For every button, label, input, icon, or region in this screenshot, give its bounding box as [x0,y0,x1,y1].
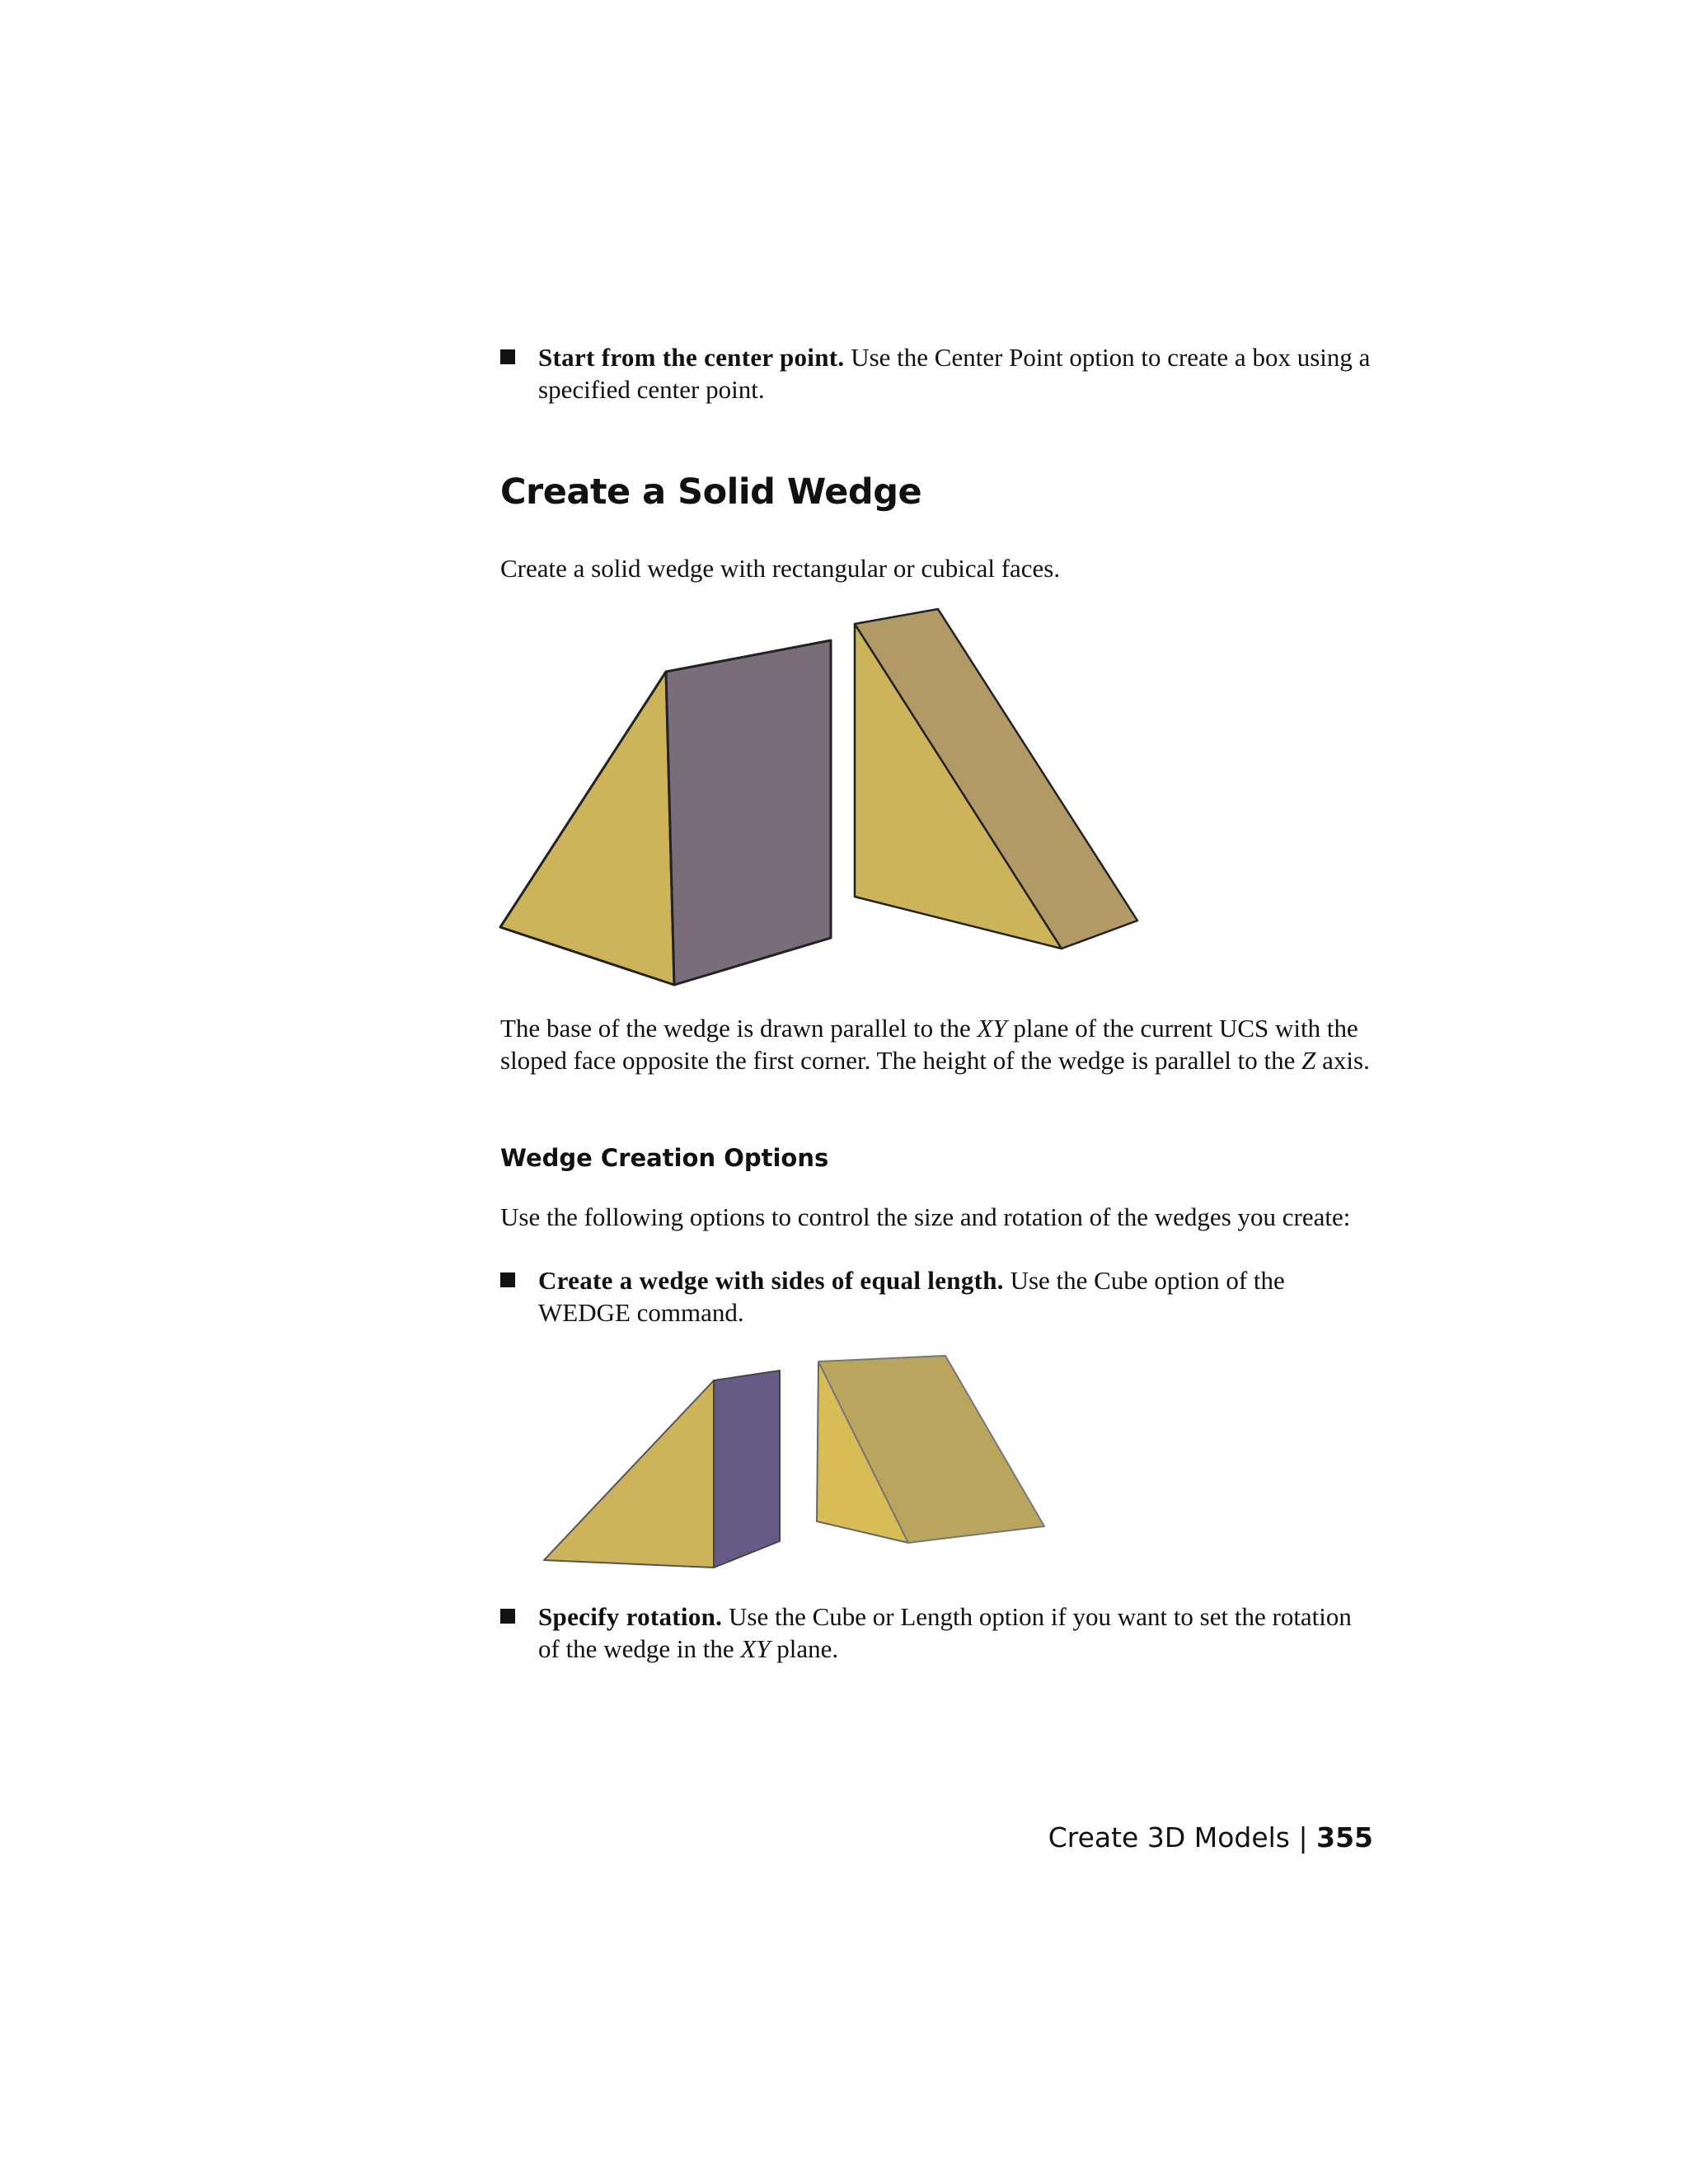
bullet-center-point [500,341,1374,405]
footer-section-title: Create 3D Models [1048,1821,1290,1854]
bullet-bold-lead: Specify rotation. [538,1602,723,1631]
bullet-text [538,1601,1374,1665]
intro-paragraph: Create a solid wedge with rectangular or cubical faces. [500,554,1061,583]
bullet-bold-lead: Create a wedge with sides of equal length. [538,1266,1004,1295]
cube-left-purple-face [714,1371,780,1568]
bullet-rotation [500,1601,1374,1665]
bullet-square-icon [500,1609,515,1624]
cube-wedge-figure [536,1343,1063,1582]
bullet-bold-lead: Start from the center point. [538,343,845,372]
bullet-text [538,1264,1374,1329]
subheading: Wedge Creation Options [500,1144,829,1172]
page-footer [1048,1821,1373,1854]
bullet-text [538,341,1374,405]
bullet-body: Use the Cube option of the WEDGE command. [538,1266,1285,1327]
left-wedge [500,640,831,985]
base-paragraph [500,1012,1382,1076]
left-wedge-yellow-face [500,672,674,985]
page-number: 355 [1316,1821,1373,1854]
bullet-square-icon [500,349,515,364]
bullet-body-1: Use the Cube or Length option if you want to set the rotation of the wedge in the [538,1602,1352,1663]
footer-separator: | [1290,1821,1317,1854]
z-italic: Z [1301,1046,1316,1075]
cube-left-wedge [544,1371,780,1568]
xy-italic: XY [977,1014,1007,1043]
cube-left-yellow-face [544,1380,714,1568]
options-intro: Use the following options to control the size and rotation of the wedges you create: [500,1202,1351,1231]
bullet-square-icon [500,1272,515,1287]
cube-right-wedge [817,1356,1044,1543]
bullet-equal-length [500,1264,1374,1329]
bullet-body: Use the Center Point option to create a box using a specified center point. [538,343,1371,404]
xy-italic: XY [740,1634,771,1663]
right-wedge [855,609,1137,949]
bullet-body-2: plane. [770,1634,839,1663]
wedge-figure [495,602,1154,997]
base-text-2: plane of the current UCS with the sloped face opposite the first corner. The height of the wedge is parallel to the [500,1014,1358,1075]
base-text-3: axis. [1315,1046,1370,1075]
base-text-1: The base of the wedge is drawn parallel to the [500,1014,978,1043]
left-wedge-purple-face [666,640,831,985]
section-heading: Create a Solid Wedge [500,471,922,513]
